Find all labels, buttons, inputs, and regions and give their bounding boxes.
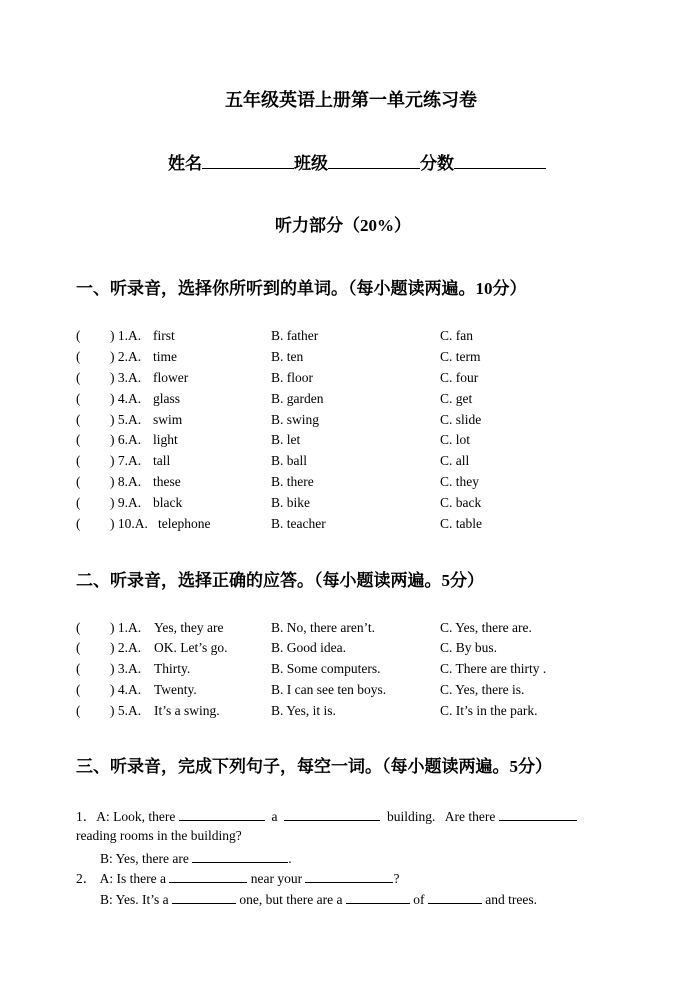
page-title: 五年级英语上册第一单元练习卷 — [225, 90, 477, 110]
fill-blank[interactable] — [192, 848, 288, 863]
listening-heading: 听力部分（20%） — [275, 216, 411, 235]
name-label: 姓名 — [168, 154, 202, 173]
fill-blank[interactable] — [346, 889, 410, 904]
fill-blank[interactable] — [172, 889, 236, 904]
section3-heading: 三、听录音，完成下列句子，每空一词。（每小题读两遍。5分） — [76, 757, 552, 776]
q2-line-b: B: Yes. It’s a one, but there are a of and trees. — [100, 889, 537, 909]
q1-line-a: 1．A: Look, there a building. Are there — [76, 806, 577, 826]
q2-line-a: 2． A: Is there a near your ? — [76, 868, 399, 888]
q1-line-b: B: Yes, there are . — [100, 848, 292, 868]
score-blank[interactable] — [454, 154, 546, 169]
section1-heading: 一、听录音，选择你所听到的单词。（每小题读两遍。10分） — [76, 279, 527, 298]
class-blank[interactable] — [328, 154, 420, 169]
section2-heading: 二、听录音，选择正确的应答。（每小题读两遍。5分） — [76, 571, 484, 590]
fill-blank[interactable] — [179, 806, 265, 821]
fill-blank[interactable] — [428, 889, 482, 904]
score-label: 分数 — [420, 154, 454, 173]
fill-blank[interactable] — [284, 806, 380, 821]
class-label: 班级 — [294, 154, 328, 173]
fill-blank[interactable] — [169, 868, 247, 883]
q1-line-cont: reading rooms in the building? — [76, 828, 242, 843]
fill-blank[interactable] — [305, 868, 393, 883]
fill-blank[interactable] — [499, 806, 577, 821]
name-blank[interactable] — [202, 154, 294, 169]
student-info-line — [168, 149, 546, 174]
